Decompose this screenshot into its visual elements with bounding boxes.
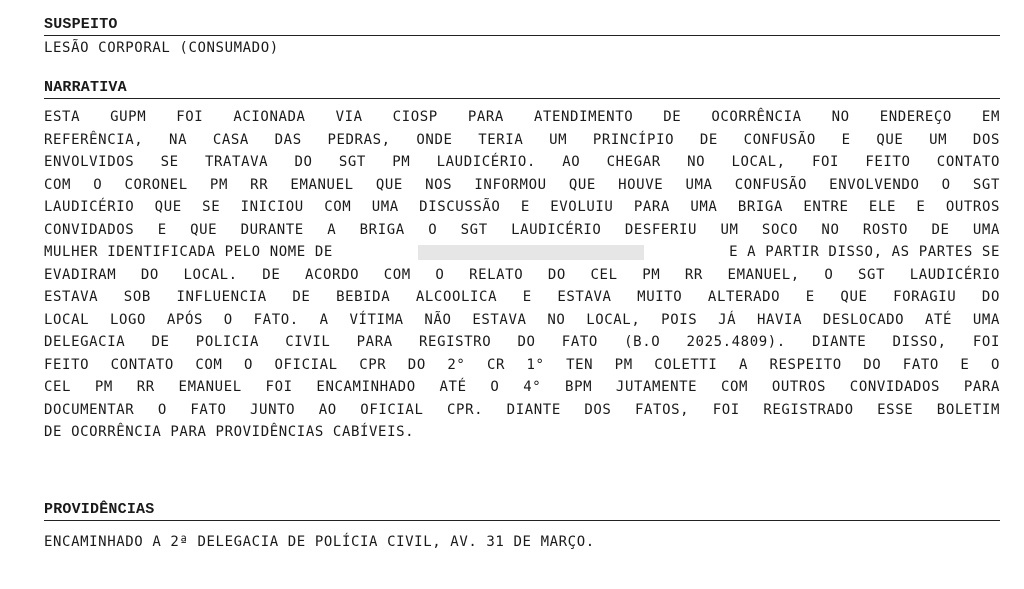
narrativa-line: COM O CORONEL PM RR EMANUEL QUE NOS INFORMOU QUE HOUVE UMA CONFUSÃO ENVOLVENDO O SGT bbox=[44, 176, 1000, 193]
narrativa-line: DELEGACIA DE POLICIA CIVIL PARA REGISTRO DO FATO (B.O 2025.4809). DIANTE DISSO, FOI bbox=[44, 334, 1000, 350]
narrativa-line: ENVOLVIDOS SE TRATAVA DO SGT PM LAUDICÉRIO. AO CHEGAR NO LOCAL, FOI FEITO CONTATO bbox=[44, 154, 1000, 170]
narrativa-text bbox=[44, 106, 1000, 444]
section-header-suspeito: SUSPEITO bbox=[44, 16, 1000, 36]
narrativa-line: REFERÊNCIA, NA CASA DAS PEDRAS, ONDE TERIA UM PRINCÍPIO DE CONFUSÃO E QUE UM DOS bbox=[44, 131, 1000, 148]
section-header-narrativa: NARRATIVA bbox=[44, 79, 1000, 99]
narrativa-line: CONVIDADOS E QUE DURANTE A BRIGA O SGT LAUDICÉRIO DESFERIU UM SOCO NO ROSTO DE UMA bbox=[44, 221, 1000, 238]
section-providencias bbox=[44, 501, 1000, 554]
narrativa-line-redacted bbox=[44, 241, 1000, 264]
redacted-name-block bbox=[418, 245, 644, 260]
narrativa-line: LOCAL LOGO APÓS O FATO. A VÍTIMA NÃO ESTAVA NO LOCAL, POIS JÁ HAVIA DESLOCADO ATÉ UMA bbox=[44, 311, 1000, 328]
narrativa-line: EVADIRAM DO LOCAL. DE ACORDO COM O RELATO DO CEL PM RR EMANUEL, O SGT LAUDICÉRIO bbox=[44, 266, 1000, 283]
narrativa-last-line: DE OCORRÊNCIA PARA PROVIDÊNCIAS CABÍVEIS. bbox=[44, 424, 415, 440]
section-narrativa bbox=[44, 79, 1000, 444]
narrativa-line: ESTAVA SOB INFLUENCIA DE BEBIDA ALCOOLICA E ESTAVA MUITO ALTERADO E QUE FORAGIU DO bbox=[44, 289, 1000, 305]
redacted-line-before: MULHER IDENTIFICADA PELO NOME DE bbox=[44, 244, 333, 260]
section-suspeito bbox=[44, 16, 1000, 60]
providencias-value: ENCAMINHADO A 2ª DELEGACIA DE POLÍCIA CIVIL, AV. 31 DE MARÇO. bbox=[44, 534, 595, 550]
narrativa-line: FEITO CONTATO COM O OFICIAL CPR DO 2° CR 1° TEN PM COLETTI A RESPEITO DO FATO E O bbox=[44, 356, 1000, 373]
redacted-line-after: E A PARTIR DISSO, AS PARTES SE bbox=[729, 244, 1000, 260]
section-header-providencias: PROVIDÊNCIAS bbox=[44, 501, 1000, 521]
narrativa-line: LAUDICÉRIO QUE SE INICIOU COM UMA DISCUSSÃO E EVOLUIU PARA UMA BRIGA ENTRE ELE E OUTROS bbox=[44, 199, 1000, 215]
suspeito-value: LESÃO CORPORAL (CONSUMADO) bbox=[44, 40, 279, 56]
narrativa-line: DOCUMENTAR O FATO JUNTO AO OFICIAL CPR. DIANTE DOS FATOS, FOI REGISTRADO ESSE BOLETIM bbox=[44, 401, 1000, 418]
narrativa-line: CEL PM RR EMANUEL FOI ENCAMINHADO ATÉ O 4° BPM JUTAMENTE COM OUTROS CONVIDADOS PARA bbox=[44, 379, 1000, 395]
narrativa-line: ESTA GUPM FOI ACIONADA VIA CIOSP PARA ATENDIMENTO DE OCORRÊNCIA NO ENDEREÇO EM bbox=[44, 109, 1000, 125]
